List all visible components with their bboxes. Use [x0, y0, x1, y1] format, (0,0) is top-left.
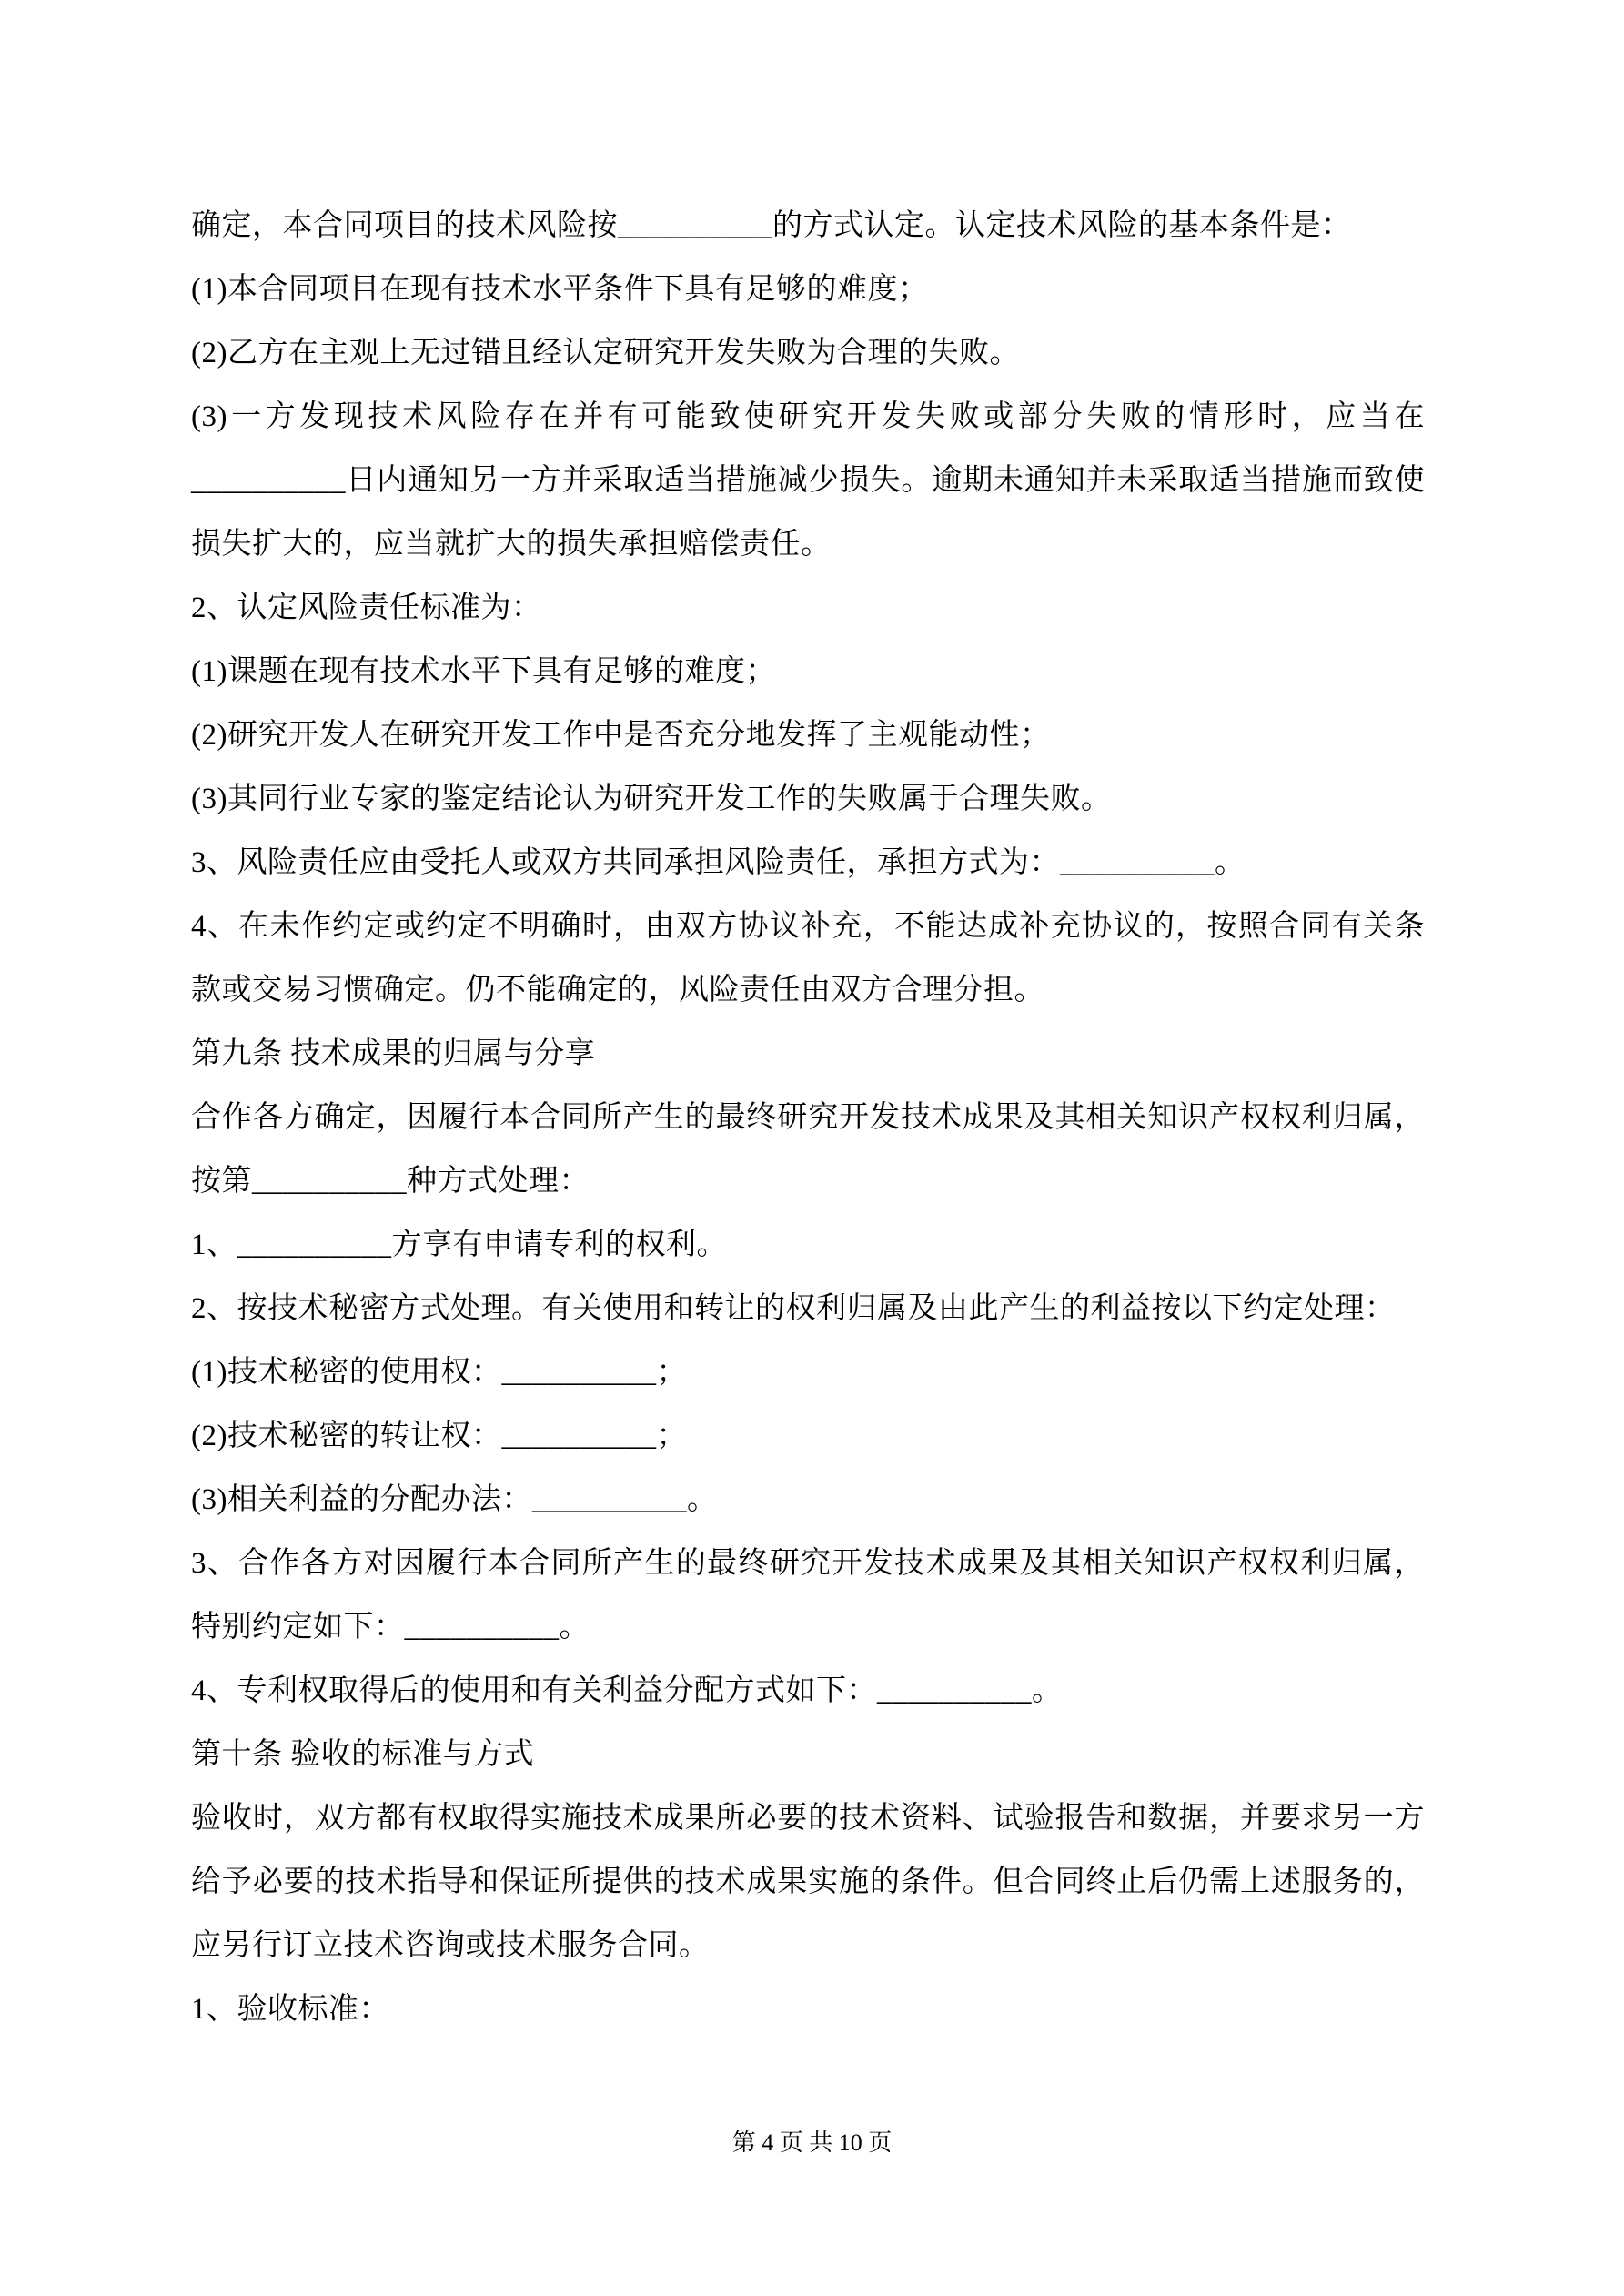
- contract-paragraph: (3)相关利益的分配办法：__________。: [191, 1483, 718, 1516]
- article-heading: 第九条 技术成果的归属与分享: [191, 1037, 596, 1070]
- contract-paragraph: (1)本合同项目在现有技术水平条件下具有足够的难度；: [191, 273, 929, 306]
- contract-paragraph: (3)一方发现技术风险存在并有可能致使研究开发失败或部分失败的情形时，应当在__________日内通知另一方并采取适当措施减少损失。逾期未通知并未采取适当措施而致使损失扩大的，应当就扩大的损失承担赔偿责任。: [191, 400, 1425, 561]
- contract-paragraph: 1、__________方享有申请专利的权利。: [191, 1229, 727, 1261]
- contract-paragraph: (2)研究开发人在研究开发工作中是否充分地发挥了主观能动性；: [191, 719, 1051, 752]
- contract-paragraph: 验收时，双方都有权取得实施技术成果所必要的技术资料、试验报告和数据，并要求另一方给予必要的技术指导和保证所提供的技术成果实施的条件。但合同终止后仍需上述服务的，应另行订立技术咨询或技术服务合同。: [191, 1802, 1425, 1962]
- contract-paragraph: (3)其同行业专家的鉴定结论认为研究开发工作的失败属于合理失败。: [191, 783, 1112, 815]
- article-heading: 第十条 验收的标准与方式: [191, 1738, 535, 1771]
- contract-paragraph: 合作各方确定，因履行本合同所产生的最终研究开发技术成果及其相关知识产权权利归属，按第__________种方式处理：: [191, 1101, 1425, 1198]
- contract-paragraph: (1)课题在现有技术水平下具有足够的难度；: [191, 655, 776, 688]
- page-footer: [0, 2128, 1624, 2159]
- contract-paragraph: (2)技术秘密的转让权：__________；: [191, 1420, 687, 1452]
- document-body: [191, 194, 1425, 2041]
- contract-paragraph: (1)技术秘密的使用权：__________；: [191, 1356, 687, 1389]
- contract-paragraph: 2、按技术秘密方式处理。有关使用和转让的权利归属及由此产生的利益按以下约定处理：: [191, 1292, 1396, 1325]
- contract-paragraph: 确定，本合同项目的技术风险按__________的方式认定。认定技术风险的基本条件是：: [191, 209, 1352, 242]
- contract-paragraph: 3、合作各方对因履行本合同所产生的最终研究开发技术成果及其相关知识产权权利归属，特别约定如下：__________。: [191, 1547, 1425, 1644]
- page-number-label: 第 4 页 共 10 页: [731, 2129, 893, 2156]
- contract-paragraph: 1、验收标准：: [191, 1993, 389, 2026]
- contract-paragraph: 2、认定风险责任标准为：: [191, 592, 542, 624]
- contract-paragraph: 4、在未作约定或约定不明确时，由双方协议补充，不能达成补充协议的，按照合同有关条款或交易习惯确定。仍不能确定的，风险责任由双方合理分担。: [191, 910, 1425, 1006]
- contract-paragraph: 3、风险责任应由受托人或双方共同承担风险责任，承担方式为：__________。: [191, 846, 1246, 879]
- contract-paragraph: 4、专利权取得后的使用和有关利益分配方式如下：__________。: [191, 1674, 1063, 1707]
- contract-paragraph: (2)乙方在主观上无过错且经认定研究开发失败为合理的失败。: [191, 337, 1020, 369]
